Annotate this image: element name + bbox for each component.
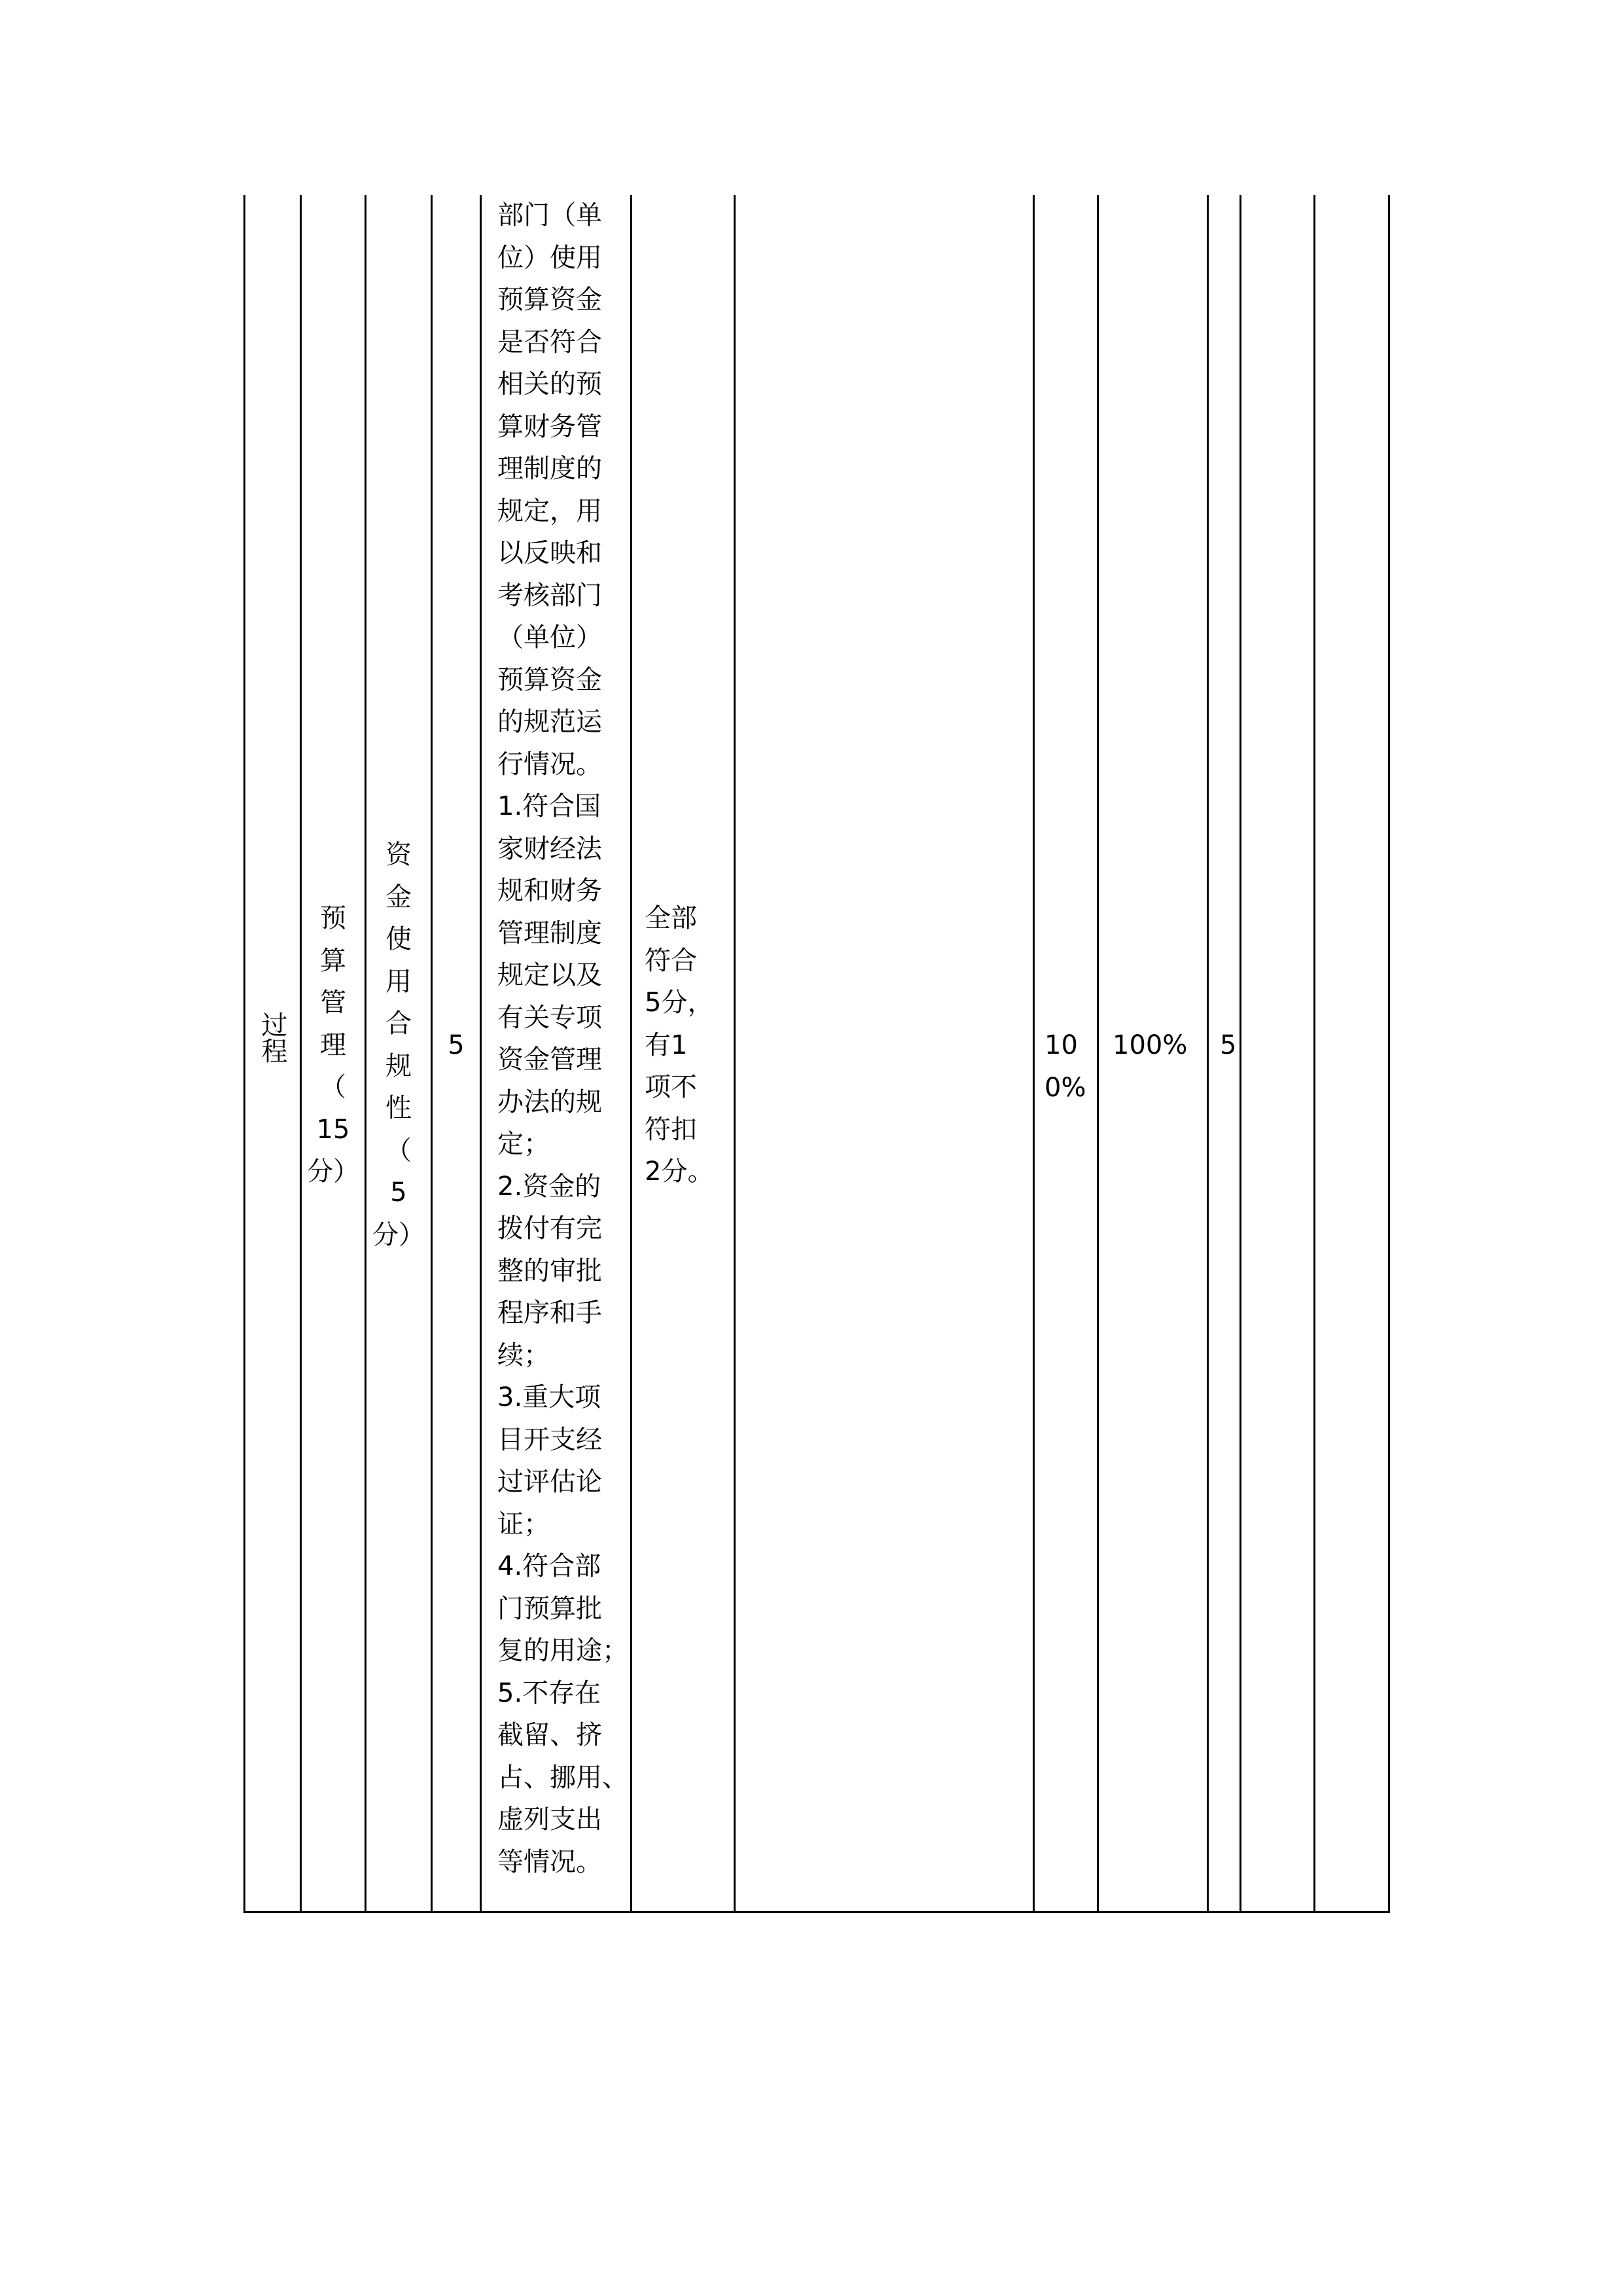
cell-weight: 5 — [448, 1030, 465, 1060]
column-divider — [630, 195, 632, 1912]
column-divider — [1240, 195, 1241, 1912]
table-border-bottom — [243, 1911, 1390, 1913]
table-border-left — [243, 195, 245, 1912]
cell-level2-indicator: 预 算 管 理 （ 15 分） — [307, 903, 359, 1187]
cell-score: 5 — [1220, 1030, 1237, 1060]
cell-target-value: 10 0% — [1044, 1030, 1086, 1103]
column-divider — [1313, 195, 1315, 1912]
cell-level3-indicator: 资 金 使 用 合 规 性 （ 5 分） — [372, 840, 425, 1250]
cell-level1-indicator — [259, 1011, 285, 1064]
column-divider — [1097, 195, 1099, 1912]
column-divider — [1033, 195, 1035, 1912]
table-border-right — [1388, 195, 1390, 1912]
cell-actual-value: 100% — [1113, 1030, 1188, 1060]
column-divider — [480, 195, 482, 1912]
cell-indicator-description: 部门（单 位）使用 预算资金 是否符合 相关的预 算财务管 理制度的 规定，用 以反映和 考核部门 （单位） 预算资金 的规范运 行情况。 1.符合国 家财经法 规和财务 管理制度 规定以及 有关专项 资金管理 办法的规 定； 2.资金的 拨付有完 整的审批 程序和手 续； 3.重大项 目开支经 过评估论 证； 4.符合部 门预算批 复的用途； 5.不存在 截留、挤 占、挪用、 虚列支出 等情况。 — [497, 200, 628, 1877]
cell-scoring-criteria: 全部 符合 5分， 有1 项不 符扣 2分。 — [645, 903, 714, 1187]
column-divider — [734, 195, 736, 1912]
column-divider — [1207, 195, 1209, 1912]
level1-indicator-text: 过程 — [257, 1011, 287, 1064]
